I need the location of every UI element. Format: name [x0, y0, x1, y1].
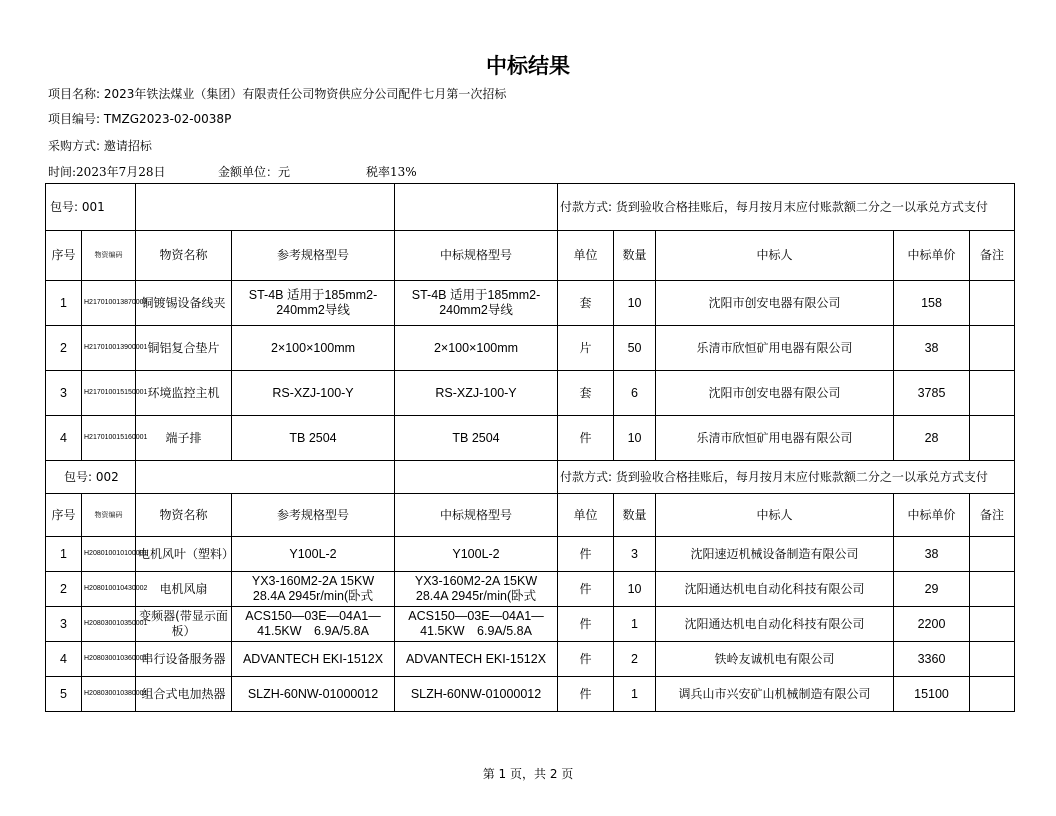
column-header-ref-spec: 参考规格型号: [232, 494, 395, 537]
cell-qty: 1: [614, 677, 656, 712]
package-row: [46, 184, 1015, 231]
payment-terms: 付款方式: 货到验收合格挂账后，每月按月末应付账款额二分之一以承兑方式支付: [558, 461, 1015, 494]
cell-bid-spec: Y100L-2: [395, 537, 558, 572]
cell-bid-spec: TB 2504: [395, 416, 558, 461]
cell-note: [970, 677, 1015, 712]
empty-cell: [136, 461, 395, 494]
cell-unit: 件: [558, 677, 614, 712]
cell-note: [970, 537, 1015, 572]
column-header-winner: 中标人: [656, 231, 894, 281]
tax-rate: 税率13%: [366, 165, 417, 179]
cell-price: 3785: [894, 371, 970, 416]
cell-qty: 50: [614, 326, 656, 371]
cell-ref-spec: SLZH-60NW-01000012: [232, 677, 395, 712]
cell-bid-spec: YX3-160M2-2A 15KW 28.4A 2945r/min(卧式: [395, 572, 558, 607]
empty-cell: [136, 184, 395, 231]
cell-ref-spec: RS-XZJ-100-Y: [232, 371, 395, 416]
cell-seq: 5: [46, 677, 82, 712]
column-header-row: [46, 231, 1015, 281]
package-row: [46, 461, 1015, 494]
cell-price: 15100: [894, 677, 970, 712]
cell-qty: 6: [614, 371, 656, 416]
cell-qty: 10: [614, 416, 656, 461]
cell-seq: 4: [46, 642, 82, 677]
cell-winner: 沈阳通达机电自动化科技有限公司: [656, 607, 894, 642]
cell-seq: 3: [46, 607, 82, 642]
cell-note: [970, 572, 1015, 607]
cell-ref-spec: ADVANTECH EKI-1512X: [232, 642, 395, 677]
cell-seq: 3: [46, 371, 82, 416]
column-header-name: 物资名称: [136, 231, 232, 281]
cell-bid-spec: ADVANTECH EKI-1512X: [395, 642, 558, 677]
column-header-seq: 序号: [46, 494, 82, 537]
cell-winner: 沈阳通达机电自动化科技有限公司: [656, 572, 894, 607]
cell-winner: 铁岭友诚机电有限公司: [656, 642, 894, 677]
cell-note: [970, 371, 1015, 416]
bid-results-table: [45, 183, 1015, 712]
cell-winner: 调兵山市兴安矿山机械制造有限公司: [656, 677, 894, 712]
table-row: [46, 416, 1015, 461]
cell-note: [970, 281, 1015, 326]
cell-winner: 乐清市欣恒矿用电器有限公司: [656, 416, 894, 461]
cell-bid-spec: 2×100×100mm: [395, 326, 558, 371]
cell-code: H208030010360001: [82, 642, 136, 677]
column-header-qty: 数量: [614, 494, 656, 537]
cell-qty: 10: [614, 281, 656, 326]
table-row: [46, 371, 1015, 416]
cell-price: 38: [894, 537, 970, 572]
cell-name: 变频器(带显示面板）: [136, 607, 232, 642]
cell-ref-spec: 2×100×100mm: [232, 326, 395, 371]
cell-note: [970, 326, 1015, 371]
cell-unit: 件: [558, 607, 614, 642]
package-number: 包号: 002: [46, 461, 136, 494]
column-header-bid-spec: 中标规格型号: [395, 494, 558, 537]
cell-bid-spec: RS-XZJ-100-Y: [395, 371, 558, 416]
payment-terms: 付款方式: 货到验收合格挂账后，每月按月末应付账款额二分之一以承兑方式支付: [558, 184, 1015, 231]
bid-date: 时间:2023年7月28日: [48, 165, 166, 179]
cell-seq: 4: [46, 416, 82, 461]
cell-note: [970, 642, 1015, 677]
cell-unit: 件: [558, 642, 614, 677]
cell-code: H208010010100001: [82, 537, 136, 572]
meta-line: [48, 163, 417, 180]
table-row: [46, 537, 1015, 572]
column-header-price: 中标单价: [894, 231, 970, 281]
cell-bid-spec: ACS150—03E—04A1—41.5KW 6.9A/5.8A: [395, 607, 558, 642]
column-header-ref-spec: 参考规格型号: [232, 231, 395, 281]
cell-price: 38: [894, 326, 970, 371]
page-footer: 第 1 页，共 2 页: [482, 767, 574, 781]
column-header-seq: 序号: [46, 231, 82, 281]
cell-winner: 沈阳速迈机械设备制造有限公司: [656, 537, 894, 572]
cell-price: 158: [894, 281, 970, 326]
cell-note: [970, 416, 1015, 461]
cell-unit: 件: [558, 572, 614, 607]
cell-qty: 10: [614, 572, 656, 607]
cell-ref-spec: TB 2504: [232, 416, 395, 461]
cell-seq: 1: [46, 281, 82, 326]
cell-qty: 3: [614, 537, 656, 572]
cell-ref-spec: Y100L-2: [232, 537, 395, 572]
cell-unit: 片: [558, 326, 614, 371]
column-header-unit: 单位: [558, 494, 614, 537]
column-header-name: 物资名称: [136, 494, 232, 537]
cell-ref-spec: ST-4B 适用于185mm2-240mm2导线: [232, 281, 395, 326]
currency-unit: 金额单位：元: [218, 165, 291, 179]
empty-cell: [395, 184, 558, 231]
cell-winner: 沈阳市创安电器有限公司: [656, 281, 894, 326]
cell-name: 串行设备服务器: [136, 642, 232, 677]
cell-code: H208010010430002: [82, 572, 136, 607]
cell-price: 29: [894, 572, 970, 607]
cell-winner: 沈阳市创安电器有限公司: [656, 371, 894, 416]
cell-price: 2200: [894, 607, 970, 642]
cell-bid-spec: SLZH-60NW-01000012: [395, 677, 558, 712]
page-title: 中标结果: [486, 54, 570, 78]
cell-unit: 套: [558, 281, 614, 326]
cell-code: H217010015150001: [82, 371, 136, 416]
cell-seq: 1: [46, 537, 82, 572]
cell-price: 3360: [894, 642, 970, 677]
column-header-code: 物资编码: [82, 494, 136, 537]
cell-qty: 2: [614, 642, 656, 677]
table-row: [46, 642, 1015, 677]
cell-qty: 1: [614, 607, 656, 642]
column-header-row: [46, 494, 1015, 537]
project-name: 项目名称: 2023年铁法煤业（集团）有限责任公司物资供应分公司配件七月第一次招标: [48, 87, 507, 101]
column-header-code: 物资编码: [82, 231, 136, 281]
cell-code: H217010013900001: [82, 326, 136, 371]
cell-note: [970, 607, 1015, 642]
cell-seq: 2: [46, 326, 82, 371]
cell-ref-spec: ACS150—03E—04A1—41.5KW 6.9A/5.8A: [232, 607, 395, 642]
table-row: [46, 326, 1015, 371]
cell-name: 铜镀锡设备线夹: [136, 281, 232, 326]
table-row: [46, 677, 1015, 712]
procurement-method: 采购方式: 邀请招标: [48, 139, 152, 153]
cell-unit: 套: [558, 371, 614, 416]
cell-name: 电机风叶（塑料）: [136, 537, 232, 572]
cell-unit: 件: [558, 537, 614, 572]
cell-name: 端子排: [136, 416, 232, 461]
empty-cell: [395, 461, 558, 494]
cell-code: H208030010350001: [82, 607, 136, 642]
cell-name: 组合式电加热器: [136, 677, 232, 712]
column-header-qty: 数量: [614, 231, 656, 281]
cell-name: 环境监控主机: [136, 371, 232, 416]
cell-unit: 件: [558, 416, 614, 461]
cell-code: H217010015160001: [82, 416, 136, 461]
cell-seq: 2: [46, 572, 82, 607]
cell-bid-spec: ST-4B 适用于185mm2-240mm2导线: [395, 281, 558, 326]
table-row: [46, 607, 1015, 642]
project-number: 项目编号: TMZG2023-02-0038P: [48, 112, 232, 126]
cell-name: 铜铝复合垫片: [136, 326, 232, 371]
package-number: 包号: 001: [46, 184, 136, 231]
cell-price: 28: [894, 416, 970, 461]
column-header-note: 备注: [970, 231, 1015, 281]
column-header-price: 中标单价: [894, 494, 970, 537]
cell-code: H208030010380001: [82, 677, 136, 712]
cell-winner: 乐清市欣恒矿用电器有限公司: [656, 326, 894, 371]
column-header-note: 备注: [970, 494, 1015, 537]
cell-name: 电机风扇: [136, 572, 232, 607]
column-header-winner: 中标人: [656, 494, 894, 537]
table-row: [46, 281, 1015, 326]
column-header-bid-spec: 中标规格型号: [395, 231, 558, 281]
table-row: [46, 572, 1015, 607]
cell-ref-spec: YX3-160M2-2A 15KW 28.4A 2945r/min(卧式: [232, 572, 395, 607]
column-header-unit: 单位: [558, 231, 614, 281]
cell-code: H217010013870003: [82, 281, 136, 326]
